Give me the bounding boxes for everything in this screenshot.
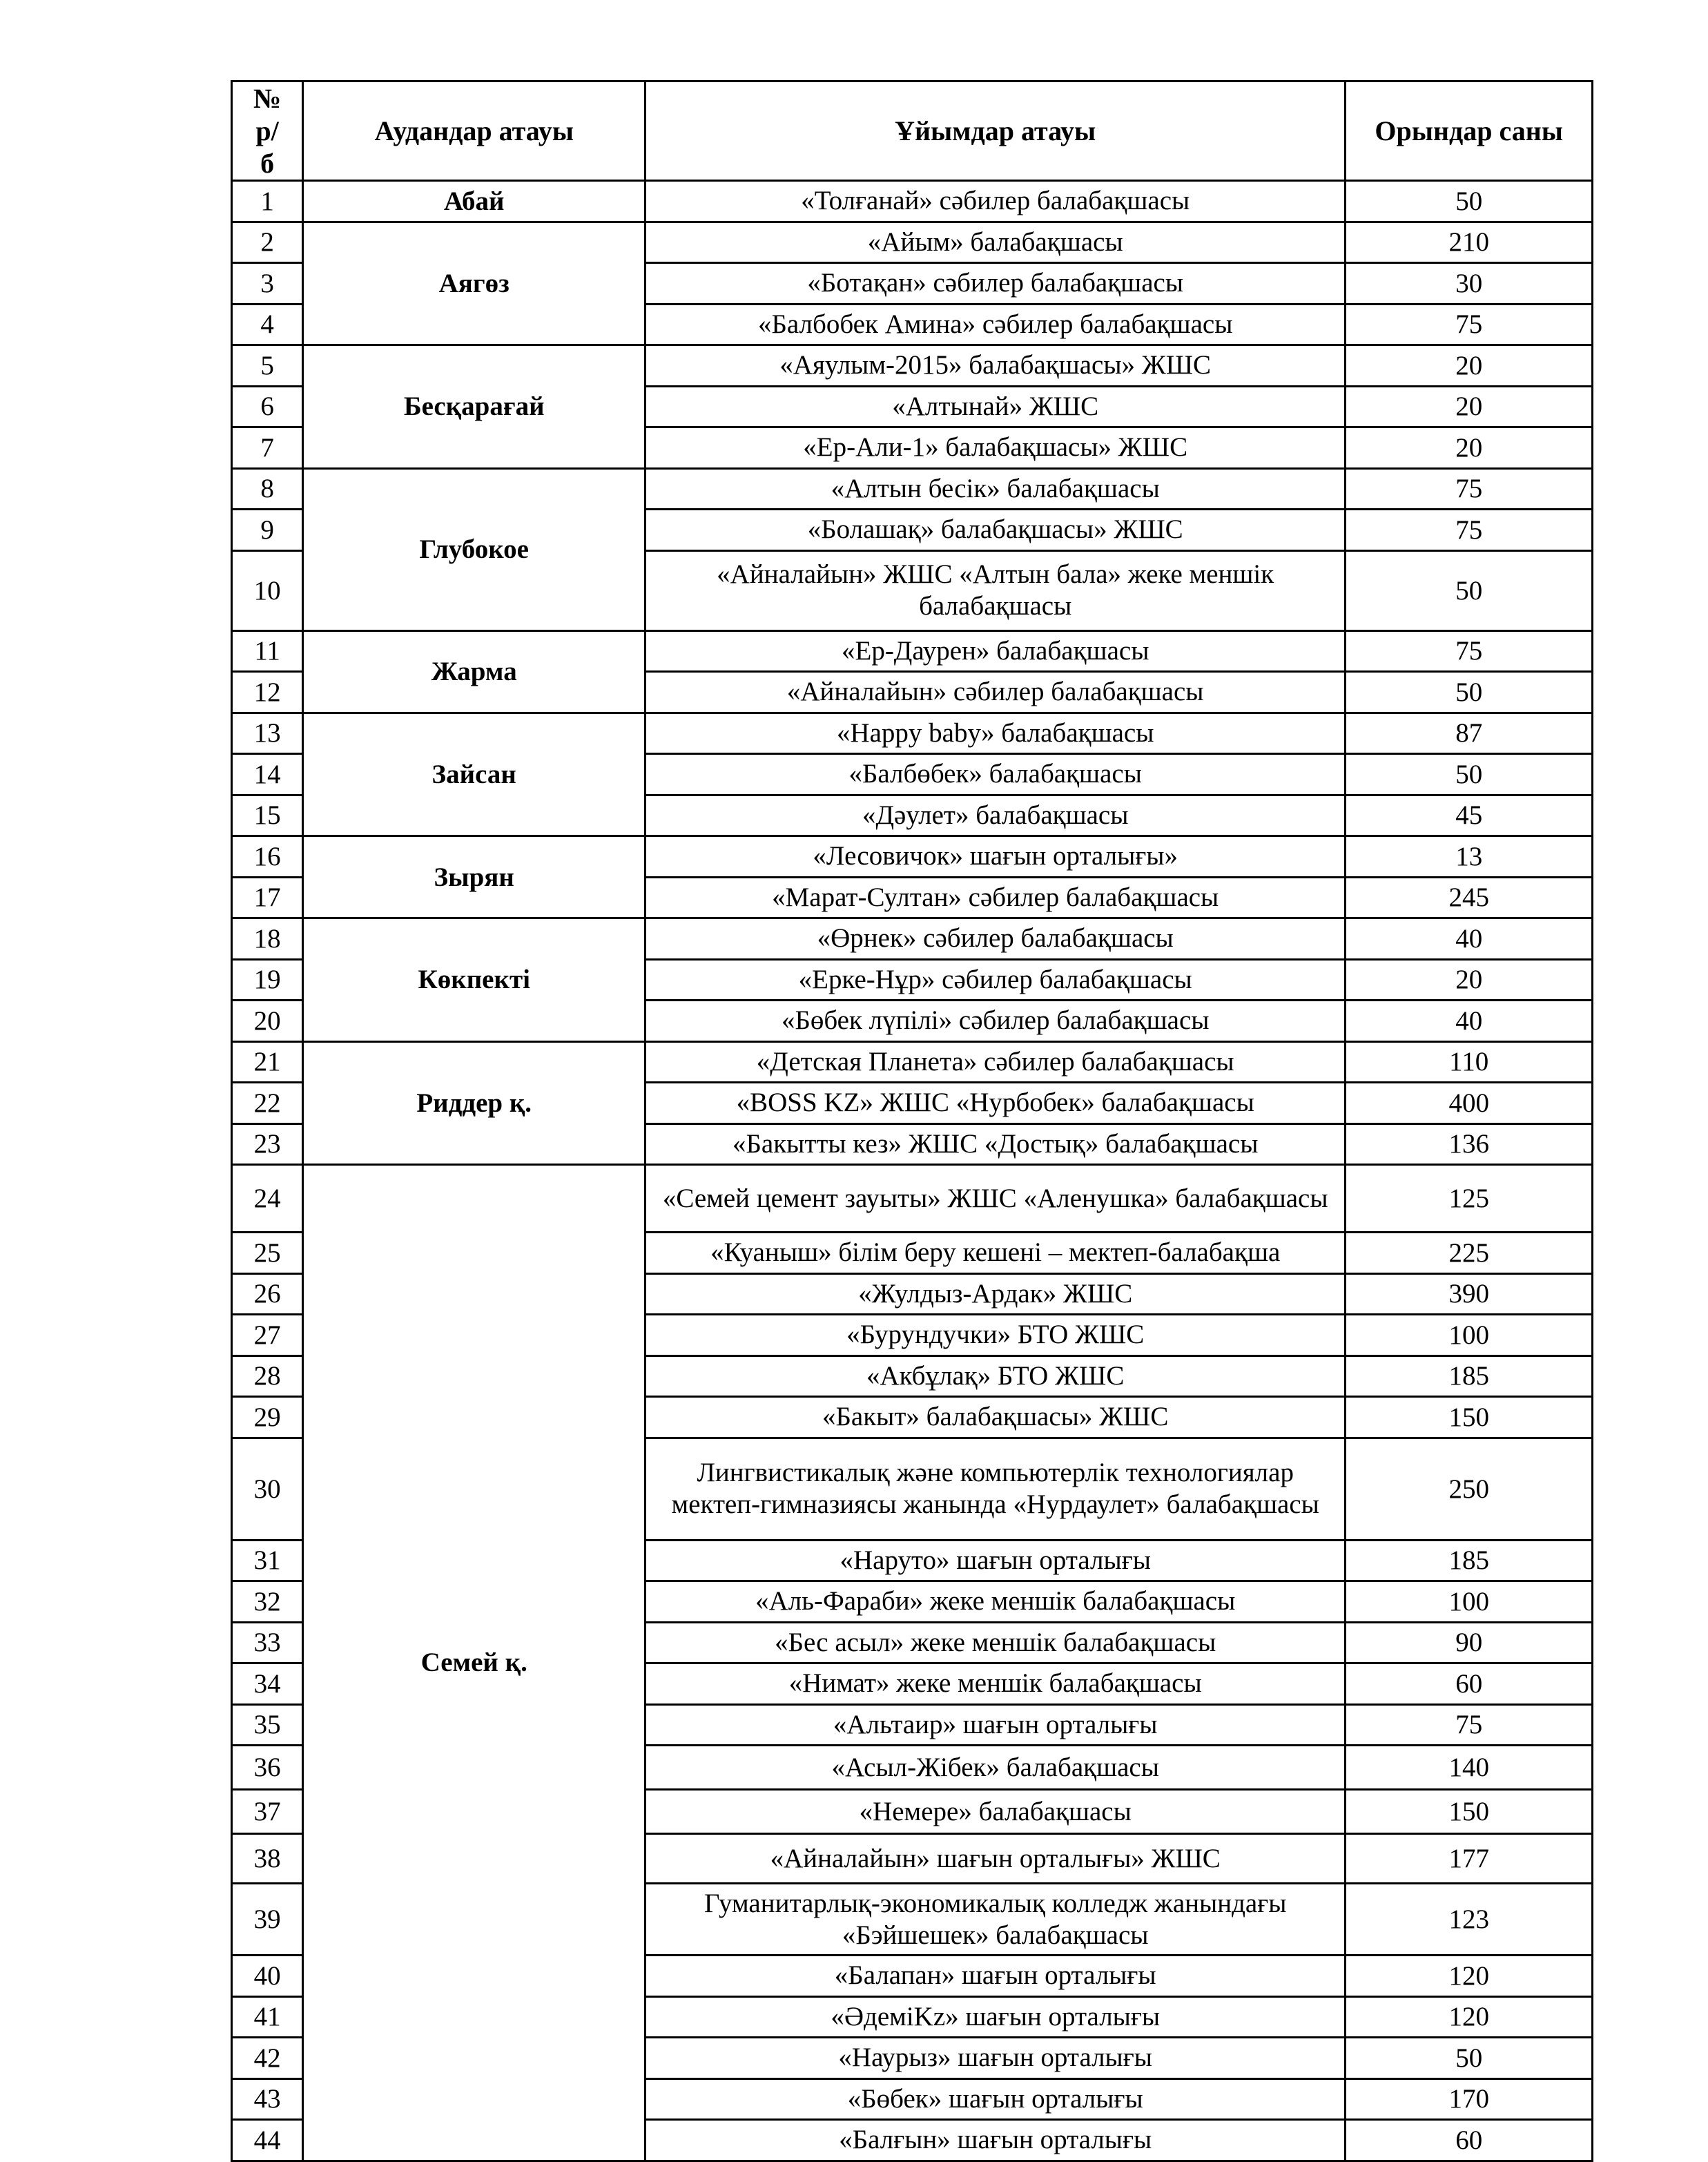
row-number: 36 (232, 1746, 303, 1790)
row-number: 3 (232, 263, 303, 305)
seats-count: 100 (1346, 1581, 1593, 1623)
organization-name: «Детская Планета» сәбилер балабақшасы (646, 1041, 1346, 1083)
table-row (232, 1165, 1593, 1233)
row-number: 35 (232, 1704, 303, 1746)
row-number: 12 (232, 672, 303, 713)
organization-name: «Ботақан» сәбилер балабақшасы (646, 263, 1346, 305)
row-number: 33 (232, 1622, 303, 1663)
seats-count: 75 (1346, 304, 1593, 345)
row-number: 10 (232, 550, 303, 630)
header-org: Ұйымдар атауы (646, 81, 1346, 181)
row-number: 1 (232, 181, 303, 222)
seats-count: 185 (1346, 1540, 1593, 1581)
organization-name: «Бакыт» балабақшасы» ЖШС (646, 1397, 1346, 1438)
organization-name: «Ер-Даурен» балабақшасы (646, 630, 1346, 672)
organization-name: «Акбұлақ» БТО ЖШС (646, 1355, 1346, 1397)
organization-name: «Лесовичок» шағын орталығы» (646, 836, 1346, 878)
table-body (232, 181, 1593, 2161)
row-number: 29 (232, 1397, 303, 1438)
seats-count: 50 (1346, 550, 1593, 630)
organization-name: «BOSS KZ» ЖШС «Нурбобек» балабақшасы (646, 1083, 1346, 1124)
organization-name: «Айналайын» шағын орталығы» ЖШС (646, 1834, 1346, 1884)
organization-name: «Бөбек» шағын орталығы (646, 2078, 1346, 2120)
organization-name: «Марат-Султан» сәбилер балабақшасы (646, 877, 1346, 918)
seats-count: 40 (1346, 1001, 1593, 1042)
row-number: 4 (232, 304, 303, 345)
table-row (232, 713, 1593, 754)
seats-count: 210 (1346, 222, 1593, 263)
table-row (232, 345, 1593, 387)
organization-name: «Бес асыл» жеке меншік балабақшасы (646, 1622, 1346, 1663)
district-name: Семей қ. (303, 1165, 646, 2161)
seats-count: 50 (1346, 754, 1593, 795)
organization-name: «Асыл-Жібек» балабақшасы (646, 1746, 1346, 1790)
seats-count: 110 (1346, 1041, 1593, 1083)
district-name: Көкпекті (303, 918, 646, 1042)
seats-count: 390 (1346, 1273, 1593, 1315)
organization-name: «Айналайын» сәбилер балабақшасы (646, 672, 1346, 713)
organization-name: «Нимат» жеке меншік балабақшасы (646, 1663, 1346, 1705)
district-name: Риддер қ. (303, 1041, 646, 1165)
organization-name: «Семей цемент зауыты» ЖШС «Аленушка» балабақшасы (646, 1165, 1346, 1233)
organization-name: «Айым» балабақшасы (646, 222, 1346, 263)
seats-count: 75 (1346, 1704, 1593, 1746)
seats-count: 136 (1346, 1123, 1593, 1165)
header-row (232, 81, 1593, 181)
seats-count: 123 (1346, 1884, 1593, 1956)
district-name: Зайсан (303, 713, 646, 836)
row-number: 34 (232, 1663, 303, 1705)
header-seats: Орындар саны (1346, 81, 1593, 181)
organization-name: «Толғанай» сәбилер балабақшасы (646, 181, 1346, 222)
organization-name: Гуманитарлық-экономикалық колледж жанындағы «Бэйшешек» балабақшасы (646, 1884, 1346, 1956)
organization-name: «Бурундучки» БТО ЖШС (646, 1315, 1346, 1356)
row-number: 27 (232, 1315, 303, 1356)
district-name: Глубокое (303, 468, 646, 630)
organization-name: «ӘдеміKz» шағын орталығы (646, 1996, 1346, 2038)
seats-count: 50 (1346, 672, 1593, 713)
organization-name: «Дәулет» балабақшасы (646, 795, 1346, 836)
row-number: 24 (232, 1165, 303, 1233)
row-number: 14 (232, 754, 303, 795)
row-number: 9 (232, 510, 303, 551)
header-num: № р/б (232, 81, 303, 181)
seats-count: 120 (1346, 1996, 1593, 2038)
seats-count: 75 (1346, 630, 1593, 672)
table-row (232, 181, 1593, 222)
seats-count: 225 (1346, 1233, 1593, 1274)
seats-count: 185 (1346, 1355, 1593, 1397)
row-number: 30 (232, 1438, 303, 1540)
row-number: 11 (232, 630, 303, 672)
seats-count: 100 (1346, 1315, 1593, 1356)
seats-count: 20 (1346, 959, 1593, 1001)
seats-count: 75 (1346, 510, 1593, 551)
row-number: 42 (232, 2038, 303, 2079)
table-row (232, 1041, 1593, 1083)
seats-count: 20 (1346, 427, 1593, 469)
seats-count: 87 (1346, 713, 1593, 754)
organization-name: «Аяулым-2015» балабақшасы» ЖШС (646, 345, 1346, 387)
kindergarten-table (231, 80, 1593, 2162)
row-number: 8 (232, 468, 303, 510)
organization-name: «Наруто» шағын орталығы (646, 1540, 1346, 1581)
row-number: 38 (232, 1834, 303, 1884)
seats-count: 13 (1346, 836, 1593, 878)
seats-count: 40 (1346, 918, 1593, 960)
seats-count: 125 (1346, 1165, 1593, 1233)
row-number: 25 (232, 1233, 303, 1274)
seats-count: 20 (1346, 345, 1593, 387)
district-name: Абай (303, 181, 646, 222)
organization-name: «Бакытты кез» ЖШС «Достық» балабақшасы (646, 1123, 1346, 1165)
seats-count: 45 (1346, 795, 1593, 836)
row-number: 2 (232, 222, 303, 263)
seats-count: 60 (1346, 2120, 1593, 2161)
organization-name: «Наурыз» шағын орталығы (646, 2038, 1346, 2079)
row-number: 15 (232, 795, 303, 836)
organization-name: «Өрнек» сәбилер балабақшасы (646, 918, 1346, 960)
seats-count: 20 (1346, 386, 1593, 427)
row-number: 44 (232, 2120, 303, 2161)
seats-count: 30 (1346, 263, 1593, 305)
table-row (232, 468, 1593, 510)
row-number: 31 (232, 1540, 303, 1581)
row-number: 39 (232, 1884, 303, 1956)
row-number: 22 (232, 1083, 303, 1124)
row-number: 43 (232, 2078, 303, 2120)
row-number: 26 (232, 1273, 303, 1315)
district-name: Зырян (303, 836, 646, 918)
organization-name: «Бөбек лүпілі» сәбилер балабақшасы (646, 1001, 1346, 1042)
organization-name: «Жулдыз-Ардак» ЖШС (646, 1273, 1346, 1315)
seats-count: 250 (1346, 1438, 1593, 1540)
table-row (232, 222, 1593, 263)
row-number: 6 (232, 386, 303, 427)
district-name: Бесқарағай (303, 345, 646, 469)
organization-name: «Happy baby» балабақшасы (646, 713, 1346, 754)
seats-count: 75 (1346, 468, 1593, 510)
seats-count: 177 (1346, 1834, 1593, 1884)
table-row (232, 836, 1593, 878)
row-number: 21 (232, 1041, 303, 1083)
seats-count: 90 (1346, 1622, 1593, 1663)
organization-name: «Аль-Фараби» жеке меншік балабақшасы (646, 1581, 1346, 1623)
organization-name: «Алтын бесік» балабақшасы (646, 468, 1346, 510)
seats-count: 120 (1346, 1956, 1593, 1997)
row-number: 37 (232, 1790, 303, 1834)
table-row (232, 918, 1593, 960)
row-number: 16 (232, 836, 303, 878)
row-number: 28 (232, 1355, 303, 1397)
seats-count: 150 (1346, 1790, 1593, 1834)
organization-name: «Алтынай» ЖШС (646, 386, 1346, 427)
organization-name: Лингвистикалық және компьютерлік технологиялар мектеп-гимназиясы жанында «Нурдаулет» балабақшасы (646, 1438, 1346, 1540)
district-name: Аягөз (303, 222, 646, 345)
organization-name: «Куаныш» білім беру кешені – мектеп-балабақша (646, 1233, 1346, 1274)
seats-count: 60 (1346, 1663, 1593, 1705)
seats-count: 150 (1346, 1397, 1593, 1438)
district-name: Жарма (303, 630, 646, 713)
organization-name: «Балбобек Амина» сәбилер балабақшасы (646, 304, 1346, 345)
row-number: 41 (232, 1996, 303, 2038)
kindergarten-table-container (231, 80, 1593, 2162)
organization-name: «Немере» балабақшасы (646, 1790, 1346, 1834)
seats-count: 50 (1346, 2038, 1593, 2079)
seats-count: 170 (1346, 2078, 1593, 2120)
organization-name: «Ер-Али-1» балабақшасы» ЖШС (646, 427, 1346, 469)
header-district: Аудандар атауы (303, 81, 646, 181)
organization-name: «Балғын» шағын орталығы (646, 2120, 1346, 2161)
organization-name: «Айналайын» ЖШС «Алтын бала» жеке меншік балабақшасы (646, 550, 1346, 630)
seats-count: 400 (1346, 1083, 1593, 1124)
organization-name: «Балбөбек» балабақшасы (646, 754, 1346, 795)
row-number: 5 (232, 345, 303, 387)
table-row (232, 630, 1593, 672)
row-number: 17 (232, 877, 303, 918)
row-number: 20 (232, 1001, 303, 1042)
organization-name: «Ерке-Нұр» сәбилер балабақшасы (646, 959, 1346, 1001)
row-number: 32 (232, 1581, 303, 1623)
row-number: 23 (232, 1123, 303, 1165)
row-number: 18 (232, 918, 303, 960)
seats-count: 245 (1346, 877, 1593, 918)
organization-name: «Болашақ» балабақшасы» ЖШС (646, 510, 1346, 551)
row-number: 19 (232, 959, 303, 1001)
row-number: 13 (232, 713, 303, 754)
row-number: 7 (232, 427, 303, 469)
organization-name: «Балапан» шағын орталығы (646, 1956, 1346, 1997)
row-number: 40 (232, 1956, 303, 1997)
seats-count: 50 (1346, 181, 1593, 222)
seats-count: 140 (1346, 1746, 1593, 1790)
organization-name: «Альтаир» шағын орталығы (646, 1704, 1346, 1746)
